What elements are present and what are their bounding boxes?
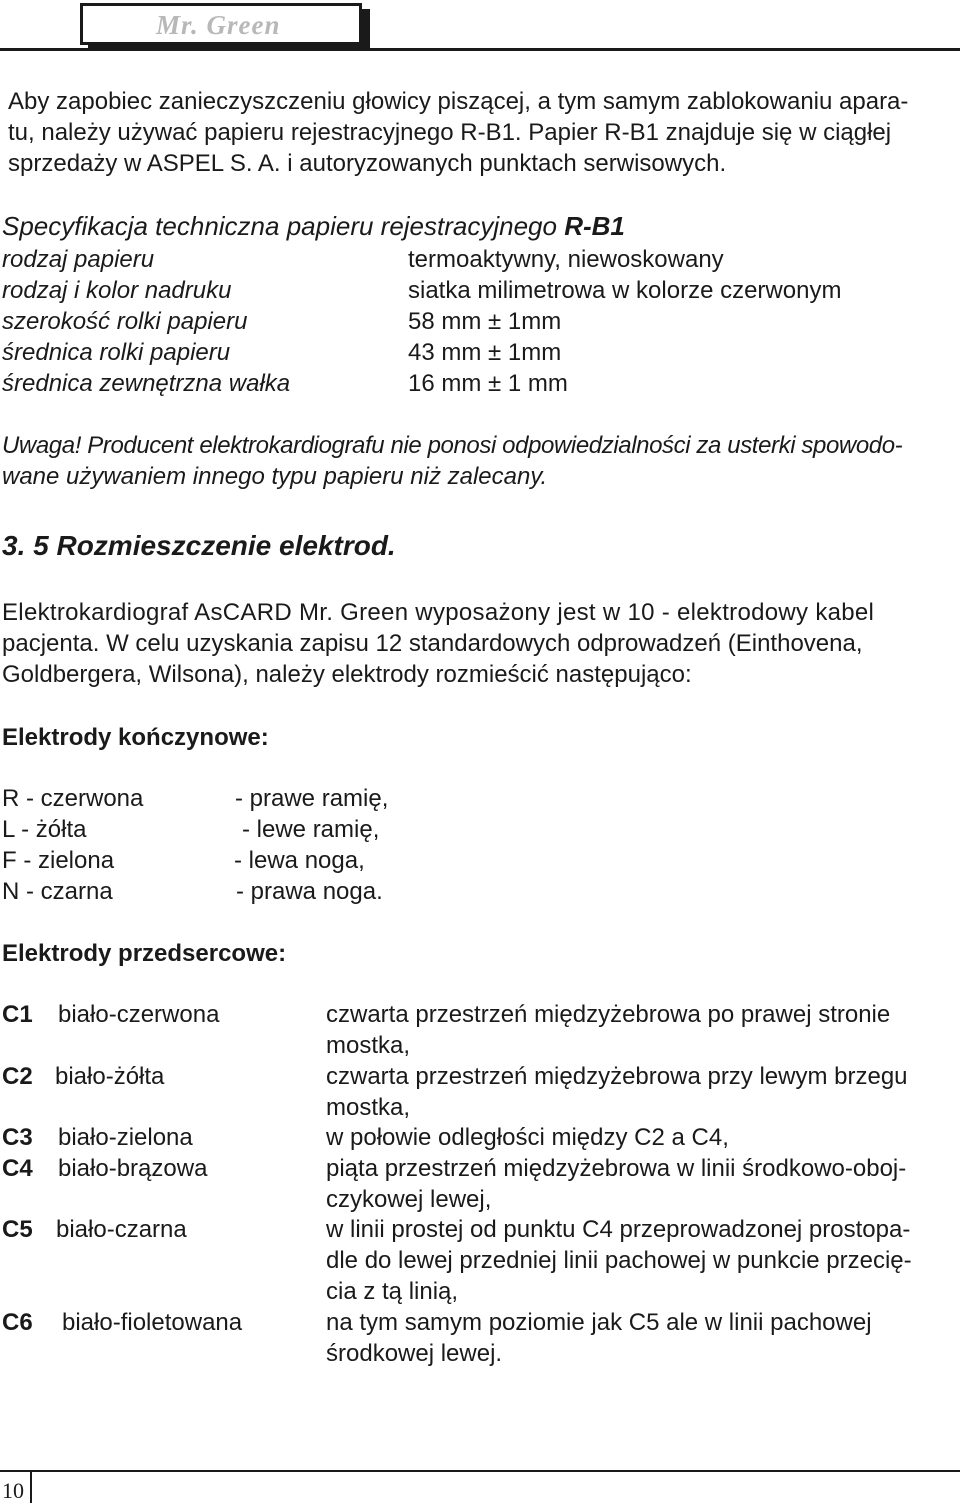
section-line: pacjenta. W celu uzyskania zapisu 12 standardowych odprowadzeń (Einthovena, — [2, 630, 863, 657]
section-line: Elektrokardiograf AsCARD Mr. Green wyposażony jest w 10 - elektrodowy kabel — [2, 599, 875, 626]
limb-desc: - lewa noga, — [234, 847, 365, 874]
precordial-desc-line: dle do lewej przedniej linii pachowej w punkcie przecię- — [326, 1247, 912, 1274]
spec-value: 43 mm ± 1mm — [408, 339, 562, 366]
precordial-desc-line: czwarta przestrzeń międzyżebrowa przy lewym brzegu — [326, 1063, 908, 1090]
intro-line: Aby zapobiec zanieczyszczeniu głowicy piszącej, a tym samym zablokowaniu apara- — [8, 88, 909, 115]
footer-rule — [0, 1470, 960, 1472]
header-title: Mr. Green — [156, 10, 281, 40]
precordial-code: C2 — [2, 1063, 33, 1090]
header-rule — [0, 48, 960, 51]
precordial-desc-line: czykowej lewej, — [326, 1186, 492, 1213]
precordial-desc-line: mostka, — [326, 1094, 411, 1121]
limb-heading: Elektrody kończynowe: — [2, 724, 269, 751]
precordial-color: biało-czerwona — [58, 1001, 220, 1028]
precordial-desc-line: mostka, — [326, 1032, 411, 1059]
spec-value: 16 mm ± 1 mm — [408, 370, 568, 397]
precordial-desc-line: w połowie odległości między C2 a C4, — [326, 1124, 729, 1151]
limb-desc: - prawe ramię, — [235, 785, 389, 812]
intro-line: sprzedaży w ASPEL S. A. i autoryzowanych punktach serwisowych. — [8, 150, 727, 177]
precordial-code: C4 — [2, 1155, 33, 1182]
precordial-desc-line: cia z tą linią, — [326, 1278, 459, 1305]
footer-tick — [30, 1470, 32, 1503]
warning-line: Uwaga! Producent elektrokardiografu nie ponosi odpowiedzialności za usterki spowodo- — [2, 432, 903, 459]
precordial-code: C1 — [2, 1001, 33, 1028]
spec-title-text: Specyfikacja techniczna papieru rejestracyjnego — [2, 211, 565, 241]
precordial-color: biało-czarna — [56, 1216, 187, 1243]
precordial-color: biało-zielona — [58, 1124, 193, 1151]
warning-line: wane używaniem innego typu papieru niż zalecany. — [2, 463, 548, 490]
section-heading: 3. 5 Rozmieszczenie elektrod. — [2, 530, 396, 561]
spec-value: siatka milimetrowa w kolorze czerwonym — [408, 277, 842, 304]
limb-code: R - czerwona — [2, 785, 144, 812]
limb-code: N - czarna — [2, 878, 113, 905]
spec-title-code: R-B1 — [564, 211, 625, 241]
precordial-desc-line: środkowej lewej. — [326, 1340, 503, 1367]
limb-code: F - zielona — [2, 847, 115, 874]
precordial-desc-line: na tym samym poziomie jak C5 ale w linii pachowej — [326, 1309, 872, 1336]
spec-label: szerokość rolki papieru — [2, 308, 248, 335]
precordial-code: C5 — [2, 1216, 33, 1243]
page-header — [0, 0, 960, 56]
section-line: Goldbergera, Wilsona), należy elektrody rozmieścić następująco: — [2, 661, 692, 688]
precordial-desc-line: w linii prostej od punktu C4 przeprowadzonej prostopa- — [326, 1216, 911, 1243]
limb-code: L - żółta — [2, 816, 87, 843]
spec-label: rodzaj i kolor nadruku — [2, 277, 232, 304]
precordial-code: C6 — [2, 1309, 33, 1336]
page-number: 10 — [2, 1478, 24, 1503]
intro-line: tu, należy używać papieru rejestracyjnego R-B1. Papier R-B1 znajduje się w ciągłej — [8, 119, 892, 146]
precordial-desc-line: czwarta przestrzeń międzyżebrowa po prawej stronie — [326, 1001, 891, 1028]
spec-label: średnica zewnętrzna wałka — [2, 370, 291, 397]
precordial-color: biało-fioletowana — [62, 1309, 243, 1336]
precordial-color: biało-żółta — [55, 1063, 165, 1090]
spec-label: średnica rolki papieru — [2, 339, 231, 366]
precordial-heading: Elektrody przedsercowe: — [2, 940, 287, 967]
spec-title — [2, 211, 625, 242]
limb-desc: - prawa noga. — [236, 878, 383, 905]
precordial-color: biało-brązowa — [58, 1155, 208, 1182]
spec-label: rodzaj papieru — [2, 246, 155, 273]
spec-value: 58 mm ± 1mm — [408, 308, 562, 335]
precordial-code: C3 — [2, 1124, 33, 1151]
spec-value: termoaktywny, niewoskowany — [408, 246, 724, 273]
precordial-desc-line: piąta przestrzeń międzyżebrowa w linii środkowo-oboj- — [326, 1155, 907, 1182]
limb-desc: - lewe ramię, — [242, 816, 380, 843]
